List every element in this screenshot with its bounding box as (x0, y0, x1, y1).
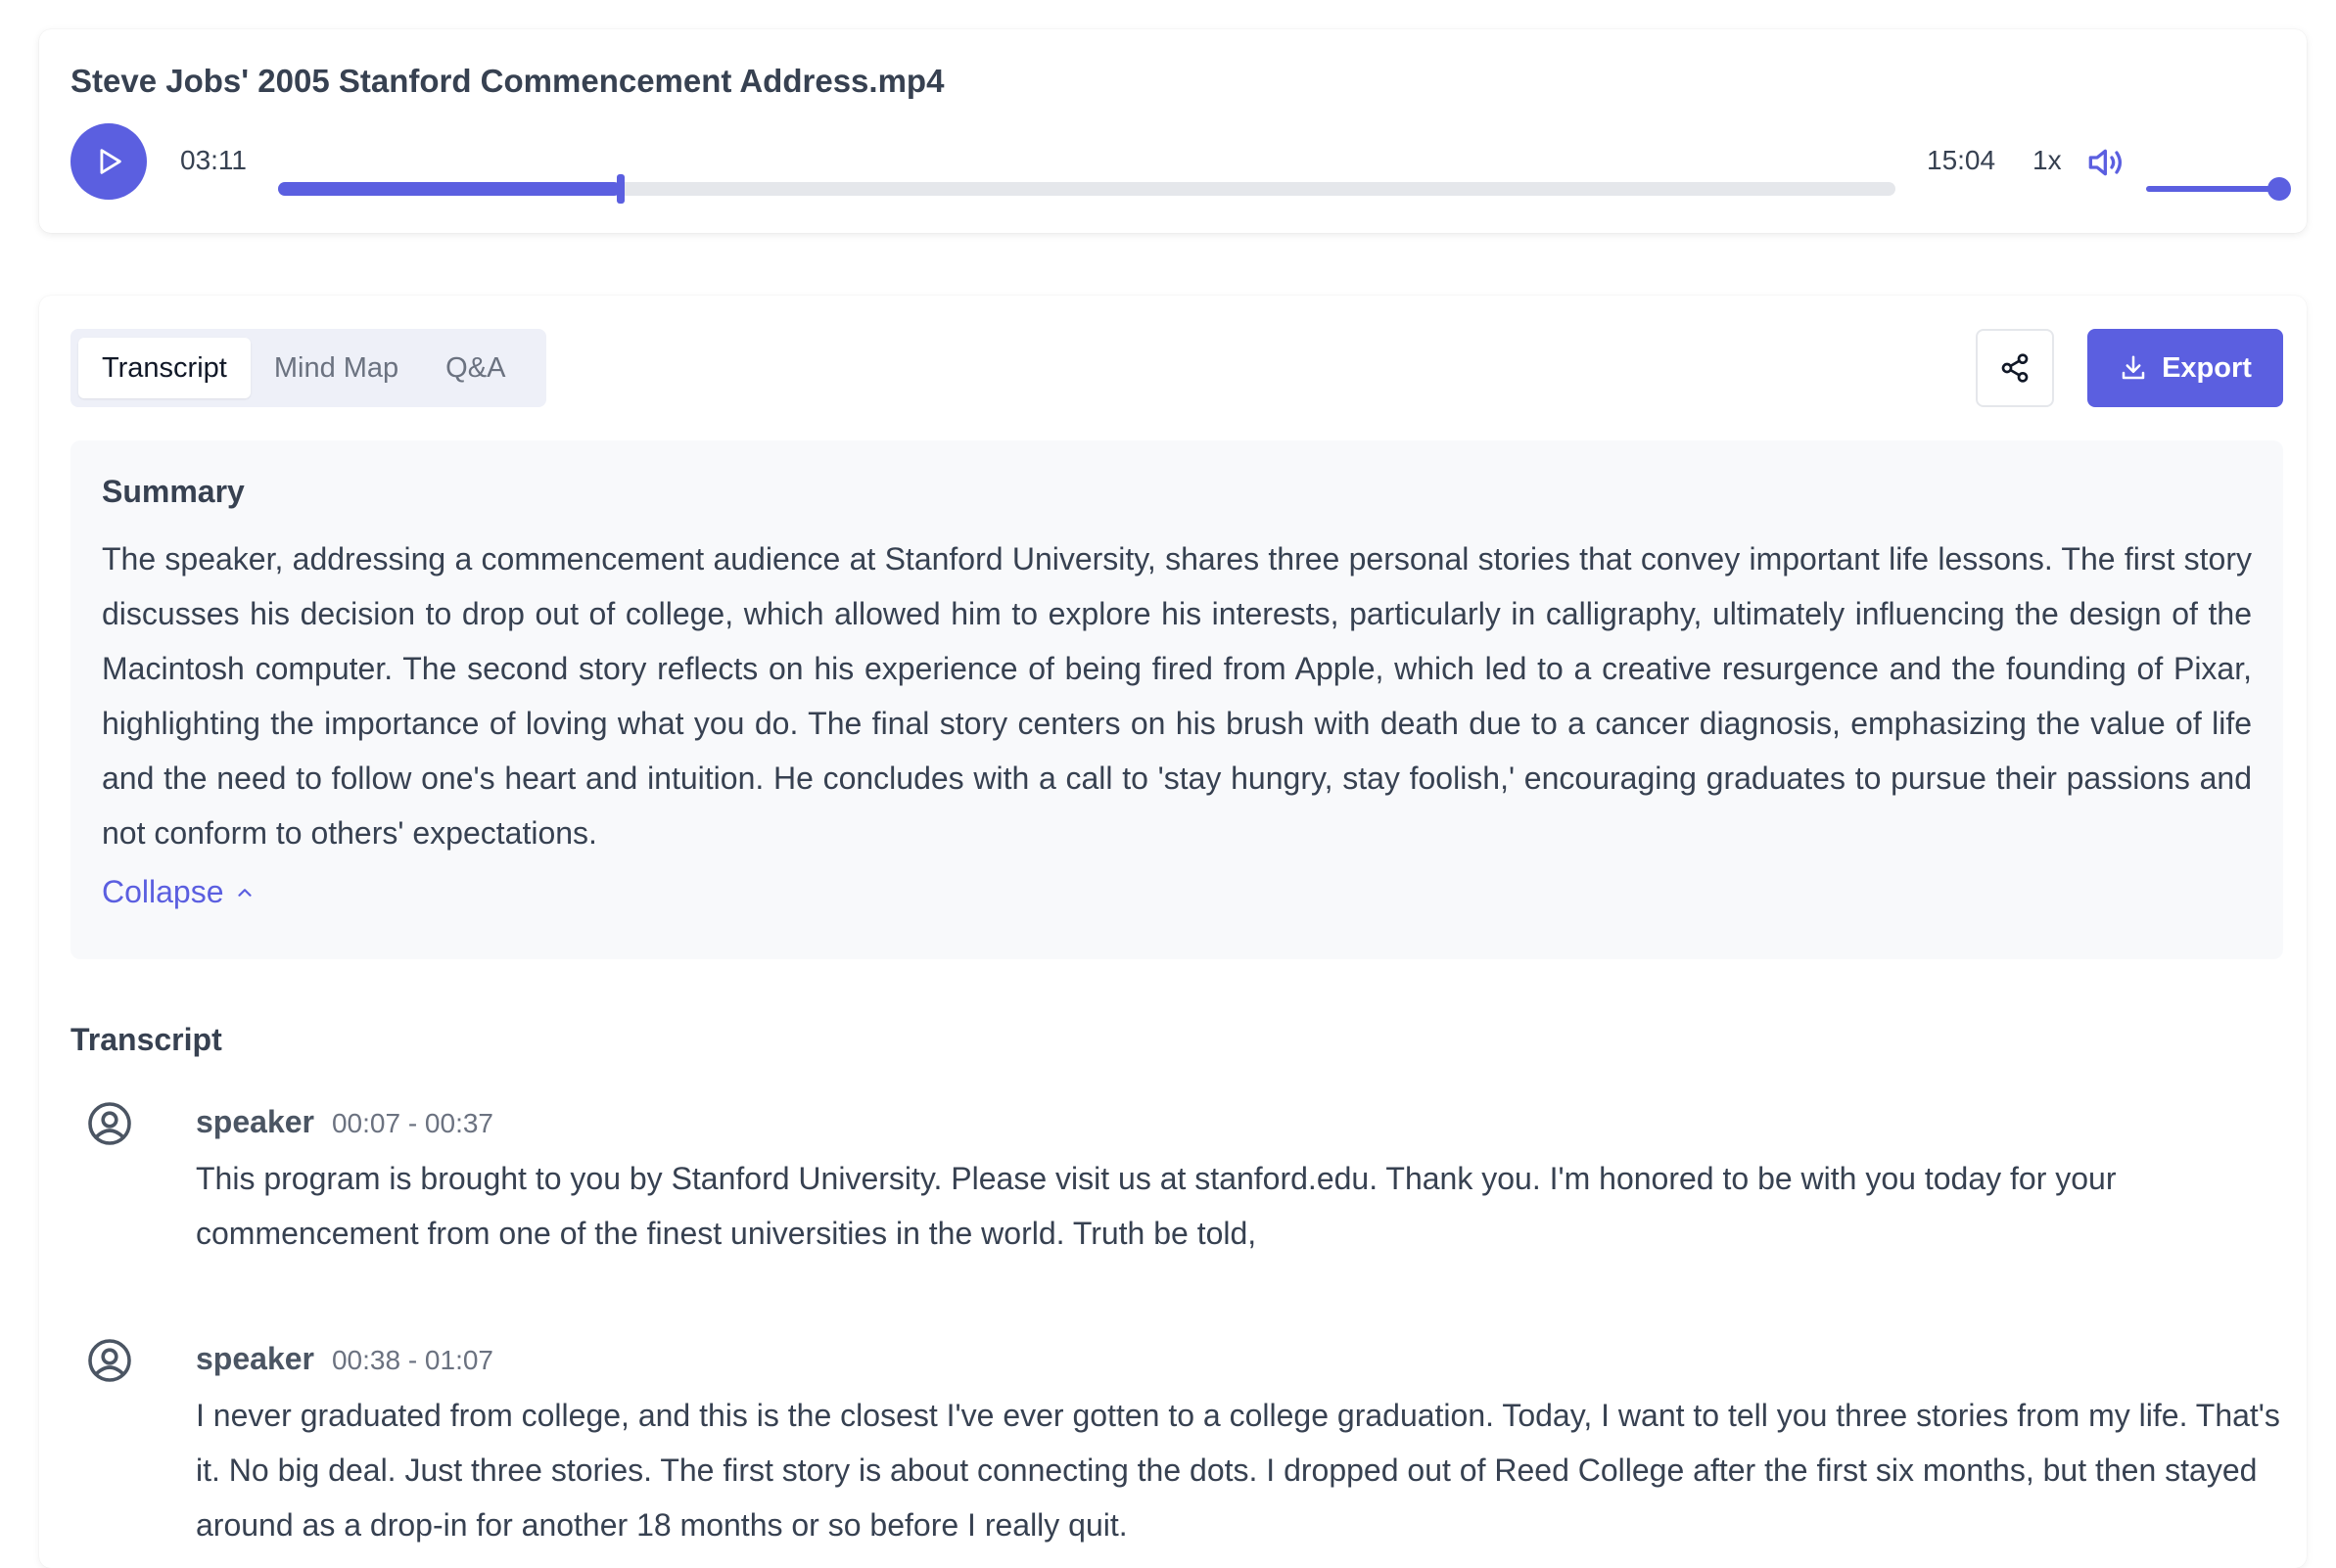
progress-handle[interactable] (617, 174, 625, 204)
audio-player (39, 29, 2307, 233)
progress-fill (278, 182, 621, 196)
segment-text: I never graduated from college, and this is the closest I've ever gotten to a college graduation. Today, I want to tell you three stories from my life. That's it. No big deal. Just three stories. The first story is about connecting the dots. I dropped out of Reed College after the first six months, but then stayed around as a drop-in for another 18 months or so before I really quit. (196, 1398, 2280, 1543)
play-icon (92, 145, 125, 178)
tab-transcript[interactable]: Transcript (78, 338, 251, 398)
summary-text: The speaker, addressing a commencement audience at Stanford University, shares three personal stories that convey important life lessons. The first story discusses his decision to drop out of college, which allowed him to explore his interests, particularly in calligraphy, ultimately influencing the design of the Macintosh computer. The second story reflects on his experience of being fired from Apple, which led to a creative resurgence and the founding of Pixar, highlighting the importance of loving what you do. The final story centers on his brush with death due to a cancer diagnosis, emphasizing the value of life and the need to follow one's heart and intuition. He concludes with a call to 'stay hungry, stay foolish,' encouraging graduates to pursue their passions and not conform to others' expectations. (102, 541, 2252, 851)
segment-header (196, 1341, 493, 1377)
export-label: Export (2162, 351, 2252, 384)
content-panel (39, 296, 2307, 1568)
segment-time: 00:38 - 01:07 (331, 1345, 494, 1375)
user-avatar-icon (86, 1337, 133, 1384)
transcript-heading: Transcript (70, 1022, 222, 1057)
download-icon (2119, 353, 2148, 383)
user-avatar-icon (86, 1100, 133, 1147)
volume-slider[interactable] (2146, 186, 2279, 192)
total-time: 15:04 (1927, 145, 1996, 175)
segment-time: 00:07 - 00:37 (331, 1108, 494, 1138)
volume-handle[interactable] (2267, 177, 2291, 201)
view-tabs (70, 329, 546, 407)
export-button[interactable] (2087, 329, 2283, 407)
tab-qa[interactable]: Q&A (445, 351, 506, 384)
summary-title: Summary (102, 474, 245, 509)
segment-text: This program is brought to you by Stanford University. Please visit us at stanford.edu. Thank you. I'm honored to be with you today for your commencement from one of the finest universities in the world. Truth be told, (196, 1161, 2117, 1251)
share-button[interactable] (1976, 329, 2054, 407)
summary-panel (70, 440, 2283, 959)
share-icon (1999, 352, 2031, 384)
volume-icon (2085, 143, 2128, 182)
collapse-summary-button[interactable] (102, 874, 256, 910)
volume-fill (2146, 186, 2279, 192)
progress-slider[interactable] (278, 182, 1895, 196)
collapse-label: Collapse (102, 874, 224, 909)
segment-header (196, 1104, 493, 1140)
playback-speed-button[interactable]: 1x (2032, 145, 2062, 175)
speaker-name: speaker (196, 1341, 314, 1376)
speaker-name: speaker (196, 1104, 314, 1139)
volume-button[interactable] (2085, 143, 2128, 182)
tab-mind-map[interactable]: Mind Map (273, 351, 399, 384)
play-button[interactable] (70, 123, 147, 200)
current-time: 03:11 (180, 145, 247, 175)
chevron-up-icon (234, 882, 256, 903)
file-title: Steve Jobs' 2005 Stanford Commencement Address.mp4 (70, 63, 945, 99)
